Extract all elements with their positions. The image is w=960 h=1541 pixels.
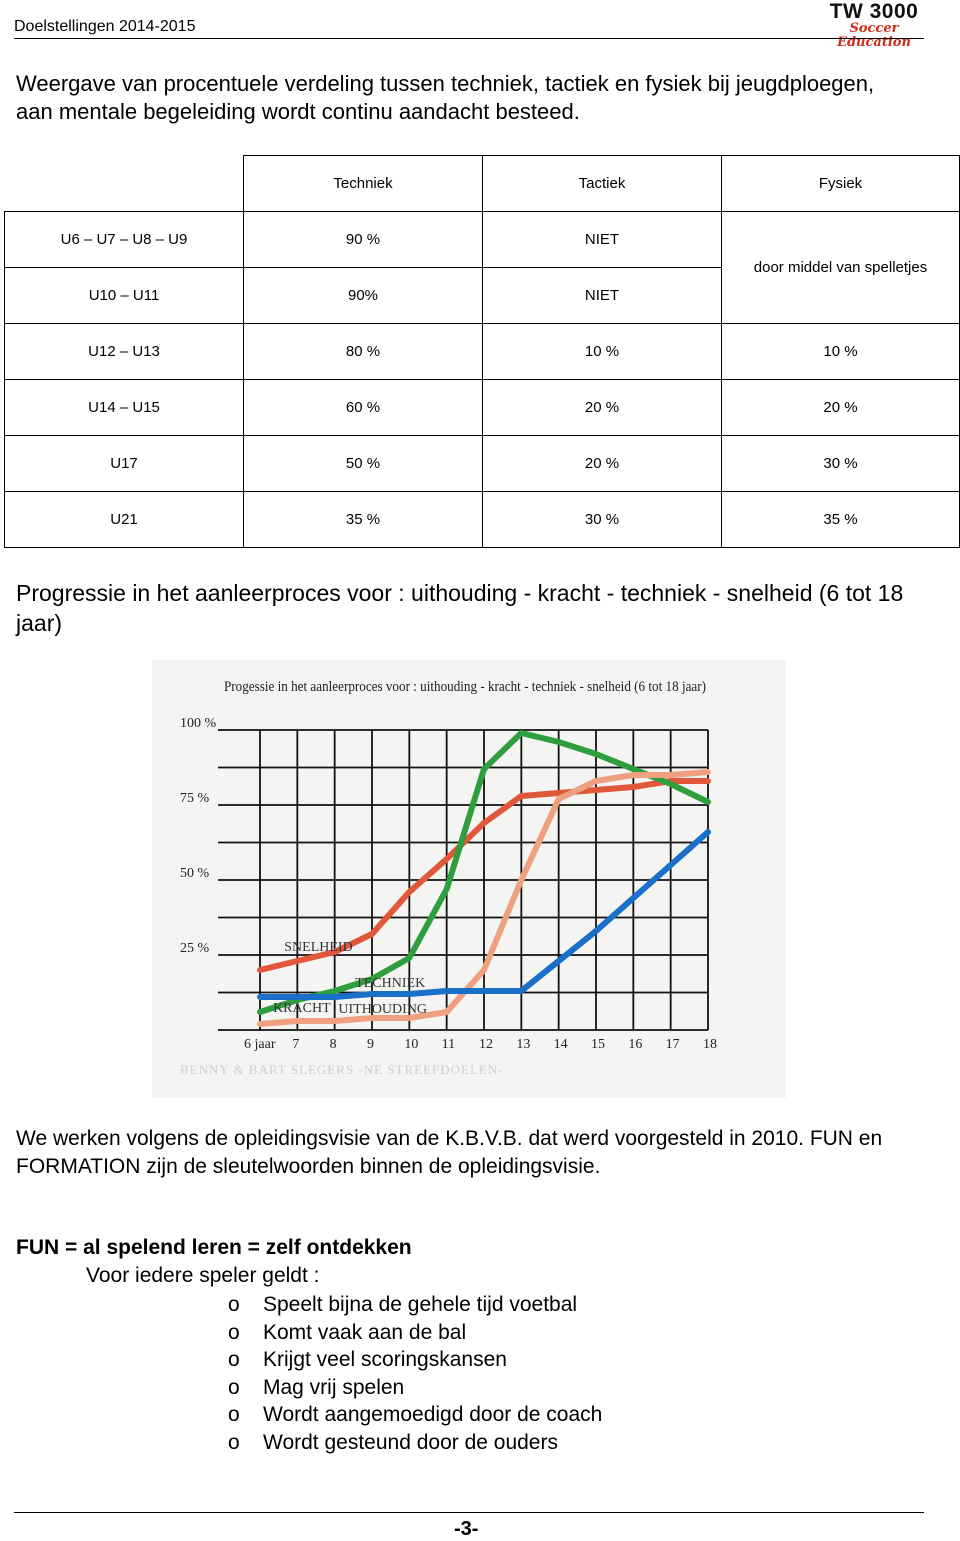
- bullet-icon: o: [228, 1403, 240, 1427]
- list-item: [228, 1374, 602, 1402]
- list-item: [228, 1319, 602, 1347]
- x-tick-label: 14: [553, 1037, 568, 1052]
- cell-tactiek: 30 %: [483, 492, 722, 548]
- table-row: [5, 212, 960, 268]
- table-row: [5, 492, 960, 548]
- series-label-uithouding: UITHOUDING: [338, 1002, 428, 1017]
- x-tick-label: 18: [703, 1037, 717, 1052]
- section-title: Progressie in het aanleerproces voor : uithouding - kracht - techniek - snelheid (6 tot 18 jaar): [16, 580, 904, 636]
- progression-chart: [152, 660, 786, 1098]
- list-item: [228, 1291, 602, 1319]
- bullet-icon: o: [228, 1293, 240, 1316]
- list-item-text: Krijgt veel scoringskansen: [263, 1348, 507, 1372]
- cell-techniek: 60 %: [244, 380, 483, 436]
- x-tick-label: 10: [404, 1037, 419, 1052]
- series-label-techniek: TECHNIEK: [355, 976, 426, 991]
- list-item-text: Wordt aangemoedigd door de coach: [263, 1403, 603, 1427]
- cell-fysiek: 20 %: [722, 380, 960, 436]
- y-tick-label: 100 %: [180, 716, 217, 731]
- list-item-text: Speelt bijna de gehele tijd voetbal: [263, 1293, 578, 1316]
- x-tick-label: 11: [441, 1037, 456, 1052]
- header-tactiek: Tactiek: [483, 156, 722, 212]
- cell-techniek: 90%: [244, 268, 483, 324]
- intro-paragraph: Weergave van procentuele verdeling tussen techniek, tactiek en fysiek bij jeugdploegen, aan mentale begeleiding wordt continu aandacht besteed.: [16, 71, 875, 124]
- x-tick-label: 7: [292, 1037, 300, 1052]
- cell-techniek: 90 %: [244, 212, 483, 268]
- cell-tactiek: NIET: [483, 268, 722, 324]
- list-item-text: Komt vaak aan de bal: [263, 1320, 467, 1344]
- cell-group: U12 – U13: [5, 324, 244, 380]
- fun-title: FUN = al spelend leren = zelf ontdekken: [16, 1236, 412, 1259]
- page-number: -3-: [454, 1518, 479, 1540]
- logo: [824, 2, 924, 50]
- chart-title: Progessie in het aanleerproces voor : uithouding - kracht - techniek - snelheid (6 tot 18 jaar): [224, 679, 707, 695]
- header-techniek: Techniek: [244, 156, 483, 212]
- cell-group: U6 – U7 – U8 – U9: [5, 212, 244, 268]
- table-row: [5, 324, 960, 380]
- series-label-kracht: KRACHT: [273, 1001, 331, 1016]
- table-header-row: [5, 156, 960, 212]
- header-rule: [14, 38, 924, 39]
- chart-watermark: BENNY & BART SLEGERS -NE STREEFDOELEN-: [180, 1062, 504, 1077]
- cell-group: U14 – U15: [5, 380, 244, 436]
- y-tick-label: 25 %: [180, 941, 210, 956]
- distribution-table: [4, 155, 960, 548]
- logo-sub-text: Soccer Education: [837, 21, 911, 50]
- list-item-text: Mag vrij spelen: [263, 1375, 405, 1399]
- cell-tactiek: 20 %: [483, 380, 722, 436]
- table-row: [5, 436, 960, 492]
- kbvb-paragraph: We werken volgens de opleidingsvisie van de K.B.V.B. dat werd voorgesteld in 2010. FUN en FORMATION zijn de sleutelwoorden binnen de opleidingsvisie.: [16, 1127, 883, 1178]
- list-item: [228, 1429, 602, 1457]
- cell-group: U10 – U11: [5, 268, 244, 324]
- cell-fysiek: 35 %: [722, 492, 960, 548]
- cell-tactiek: 10 %: [483, 324, 722, 380]
- cell-techniek: 35 %: [244, 492, 483, 548]
- y-tick-label: 75 %: [180, 791, 210, 806]
- cell-group: U21: [5, 492, 244, 548]
- cell-techniek: 80 %: [244, 324, 483, 380]
- logo-main-text: TW 3000: [829, 0, 919, 23]
- cell-fysiek: 10 %: [722, 324, 960, 380]
- table-corner-cell: [5, 156, 244, 212]
- x-tick-label: 17: [665, 1037, 680, 1052]
- x-tick-label: 12: [479, 1037, 493, 1052]
- header-fysiek: Fysiek: [722, 156, 960, 212]
- list-item-text: Wordt gesteund door de ouders: [263, 1430, 558, 1454]
- x-tick-label: 16: [628, 1037, 643, 1052]
- bullet-icon: o: [228, 1320, 240, 1344]
- page-header-title: Doelstellingen 2014-2015: [14, 18, 196, 35]
- table-row: [5, 380, 960, 436]
- x-tick-label: 9: [367, 1037, 374, 1052]
- footer-rule: [14, 1512, 924, 1513]
- cell-tactiek: 20 %: [483, 436, 722, 492]
- list-item: [228, 1401, 602, 1429]
- x-tick-label: 13: [516, 1037, 531, 1052]
- fun-subtitle: Voor iedere speler geldt :: [86, 1264, 320, 1287]
- cell-group: U17: [5, 436, 244, 492]
- cell-techniek: 50 %: [244, 436, 483, 492]
- series-label-snelheid: SNELHEID: [284, 940, 353, 955]
- x-tick-label: 15: [591, 1037, 605, 1052]
- x-tick-label: 8: [329, 1037, 337, 1052]
- cell-tactiek: NIET: [483, 212, 722, 268]
- list-item: [228, 1346, 602, 1374]
- bullet-icon: o: [228, 1348, 240, 1372]
- bullet-icon: o: [228, 1430, 240, 1454]
- y-tick-label: 50 %: [180, 866, 210, 881]
- cell-fysiek: 30 %: [722, 436, 960, 492]
- bullet-icon: o: [228, 1375, 240, 1399]
- chart-svg: [152, 660, 786, 1098]
- x-tick-label: 6 jaar: [244, 1037, 276, 1052]
- cell-fysiek-merged: door middel van spelletjes: [722, 212, 960, 324]
- fun-list: [228, 1291, 602, 1457]
